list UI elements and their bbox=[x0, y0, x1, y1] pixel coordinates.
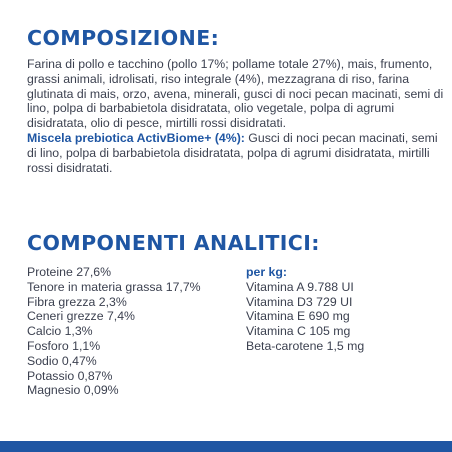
composition-text bbox=[27, 57, 447, 175]
analytical-item: Tenore in materia grassa 17,7% bbox=[27, 279, 201, 294]
prebiotic-blend-text: Gusci di noci pecan macinati, semi di lino, polpa di barbabietola disidratata, polpa di agrumi disidratata, mirtilli rossi disidratati. bbox=[27, 130, 438, 175]
analytical-components-title: COMPONENTI ANALITICI: bbox=[27, 231, 320, 255]
vitamin-item: Vitamina D3 729 UI bbox=[246, 294, 353, 309]
vitamin-item: Vitamina E 690 mg bbox=[246, 309, 350, 324]
vitamin-item: Beta-carotene 1,5 mg bbox=[246, 338, 365, 353]
composition-title: COMPOSIZIONE: bbox=[27, 26, 220, 50]
analytical-item: Fosforo 1,1% bbox=[27, 338, 101, 353]
analytical-item: Fibra grezza 2,3% bbox=[27, 294, 127, 309]
vitamins-list bbox=[246, 265, 364, 354]
vitamin-item: Vitamina C 105 mg bbox=[246, 324, 351, 339]
analytical-item: Calcio 1,3% bbox=[27, 324, 93, 339]
per-kg-header: per kg: bbox=[246, 265, 287, 279]
analytical-item: Magnesio 0,09% bbox=[27, 383, 119, 398]
vitamin-item: Vitamina A 9.788 UI bbox=[246, 279, 354, 294]
composition-body: Farina di pollo e tacchino (pollo 17%; pollame totale 27%), mais, frumento, grassi animali, idrolisati, riso integrale (4%), mezzagrana di riso, farina glutinata di mais, orzo, avena, minerali, gusci di noci pecan macinati, semi di lino, polpa di barbabietola disidratata, olio vegetale, polpa di agrumi disidratata, olio di pesce, mirtilli rossi disidratati. bbox=[27, 57, 444, 131]
footer-bar bbox=[0, 441, 452, 452]
analytical-left-list bbox=[27, 265, 201, 398]
prebiotic-blend-paragraph bbox=[27, 131, 447, 175]
analytical-item: Potassio 0,87% bbox=[27, 368, 113, 383]
analytical-item: Sodio 0,47% bbox=[27, 353, 97, 368]
analytical-item: Ceneri grezze 7,4% bbox=[27, 309, 135, 324]
analytical-item: Proteine 27,6% bbox=[27, 265, 112, 279]
prebiotic-blend-label: Miscela prebiotica ActivBiome+ (4%): bbox=[27, 130, 245, 145]
